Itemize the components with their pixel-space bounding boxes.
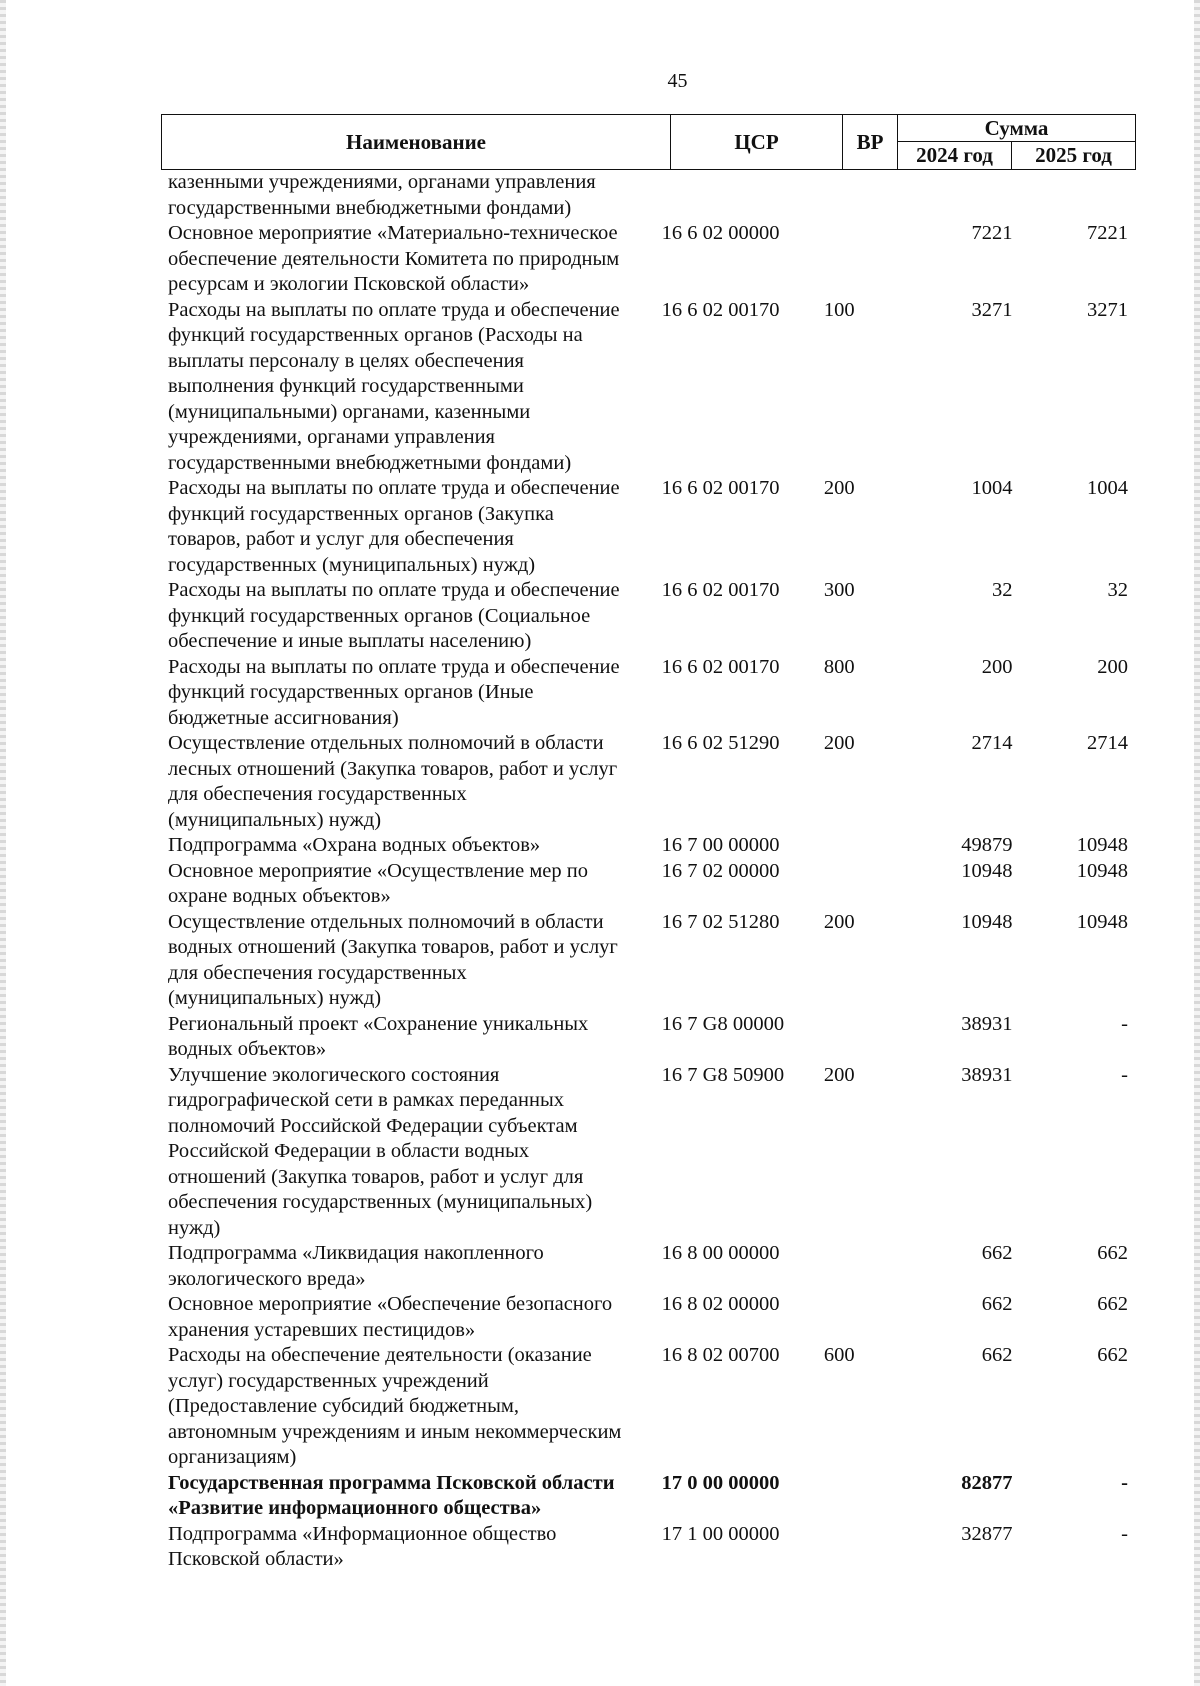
row-sum-2024-cell: 38931	[961, 1063, 1013, 1086]
row-vr-cell	[812, 1522, 866, 1573]
row-csr-cell: 17 1 00 00000	[661, 1522, 780, 1545]
row-sum-2025-cell: 1004	[1087, 477, 1128, 499]
row-csr-cell: 16 7 G8 00000	[661, 1012, 785, 1035]
row-vr-cell	[812, 1241, 866, 1292]
row-csr-cell: 16 7 00 00000	[661, 834, 780, 856]
table-row	[168, 833, 1128, 859]
table-row	[168, 1241, 1128, 1292]
row-sum-2024-cell: 38931	[961, 1012, 1013, 1035]
row-vr-cell: 200	[823, 910, 855, 933]
table-body	[168, 170, 1128, 1573]
row-vr-cell	[812, 1471, 866, 1522]
row-sum-2025-cell: 2714	[1087, 732, 1128, 754]
row-name-cell: Расходы на выплаты по оплате труда и обеспечение функций государственных органов (Закупка товаров, работ и услуг для обеспечения государственных (муниципальных) нужд)	[168, 477, 620, 576]
row-sum-2025-cell: -	[1121, 1522, 1128, 1545]
table-row	[168, 170, 1128, 221]
table-row	[168, 298, 1128, 477]
row-sum-2024-cell: 1004	[971, 477, 1013, 499]
row-sum-2024-cell: 662	[981, 1293, 1013, 1315]
row-csr-cell: 17 0 00 00000	[661, 1471, 780, 1494]
row-name-cell: Улучшение экологического состояния гидрографической сети в рамках переданных полномочий Российской Федерации субъектам Российской Федерации в области водных отношений (Закупка товаров, работ и услуг для обеспечения государственных (муниципальных) нужд)	[168, 1063, 593, 1239]
row-sum-2025-cell: 10948	[1076, 834, 1128, 856]
row-sum-2024-cell: 2714	[971, 732, 1013, 754]
row-name-cell: Подпрограмма «Информационное общество Псковской области»	[168, 1522, 557, 1570]
row-vr-cell: 300	[823, 579, 855, 601]
row-sum-2024-cell: 10948	[961, 859, 1013, 882]
table-row	[168, 655, 1128, 732]
header-csr: ЦСР	[671, 115, 843, 169]
row-sum-2024-cell: 7221	[971, 222, 1013, 244]
table-row	[168, 1522, 1128, 1573]
row-name-cell: казенными учреждениями, органами управления государственными внебюджетными фондами)	[168, 171, 596, 219]
header-name: Наименование	[162, 115, 671, 169]
row-sum-2025-cell: 200	[1097, 655, 1128, 678]
row-name-cell: Государственная программа Псковской области «Развитие информационного общества»	[168, 1471, 615, 1519]
header-year-2024: 2024 год	[898, 142, 1012, 169]
row-csr-cell: 16 6 02 51290	[661, 732, 780, 754]
table-row	[168, 1292, 1128, 1343]
row-vr-cell: 600	[823, 1344, 855, 1366]
row-sum-2025-cell: 7221	[1087, 222, 1128, 244]
table-row	[168, 578, 1128, 655]
row-name-cell: Осуществление отдельных полномочий в области лесных отношений (Закупка товаров, работ и услуг для обеспечения государственных (муниципальных) нужд)	[168, 732, 618, 831]
table-row	[168, 221, 1128, 298]
row-sum-2025-cell: 10948	[1076, 910, 1128, 933]
row-sum-2025-cell: 10948	[1076, 859, 1128, 882]
row-csr-cell: 16 7 02 51280	[661, 910, 780, 933]
row-csr-cell: 16 6 02 00000	[661, 222, 780, 244]
row-vr-cell: 200	[823, 477, 855, 499]
table-row	[168, 1471, 1128, 1522]
page-number: 45	[667, 70, 688, 92]
row-vr-cell	[812, 1012, 866, 1063]
table-row	[168, 476, 1128, 578]
row-sum-2024-cell	[866, 170, 1012, 221]
header-sum: Сумма	[898, 115, 1135, 142]
table-row	[168, 910, 1128, 1012]
row-csr-cell: 16 8 02 00000	[661, 1293, 780, 1315]
row-sum-2024-cell: 200	[981, 655, 1013, 678]
row-csr-cell	[640, 170, 812, 221]
row-name-cell: Расходы на обеспечение деятельности (оказание услуг) государственных учреждений (Предоставление субсидий бюджетным, автономным учреждениям и иным некоммерческим организациям)	[168, 1344, 622, 1468]
header-year-2025: 2025 год	[1035, 143, 1112, 167]
row-name-cell: Основное мероприятие «Обеспечение безопасного хранения устаревших пестицидов»	[168, 1293, 613, 1341]
row-sum-2025-cell: 662	[1097, 1242, 1128, 1264]
scan-edge-right	[1194, 0, 1200, 1686]
table-row	[168, 1012, 1128, 1063]
row-csr-cell: 16 8 02 00700	[661, 1344, 780, 1366]
table-row	[168, 1063, 1128, 1242]
row-csr-cell: 16 6 02 00170	[661, 655, 780, 678]
table-row	[168, 731, 1128, 833]
row-sum-2024-cell: 32	[991, 579, 1013, 601]
table-header	[161, 114, 1136, 170]
row-csr-cell: 16 8 00 00000	[661, 1242, 780, 1264]
row-sum-2025-cell: 662	[1097, 1293, 1128, 1315]
row-name-cell: Региональный проект «Сохранение уникальных водных объектов»	[168, 1012, 589, 1060]
row-vr-cell: 800	[823, 655, 855, 678]
row-sum-2025-cell: 662	[1097, 1344, 1128, 1366]
row-name-cell: Основное мероприятие «Материально-техническое обеспечение деятельности Комитета по природным ресурсам и экологии Псковской области»	[168, 222, 620, 295]
row-sum-2024-cell: 10948	[961, 910, 1013, 933]
row-vr-cell: 200	[823, 732, 855, 754]
table-row	[168, 1343, 1128, 1471]
row-sum-2025-cell: -	[1121, 1471, 1128, 1494]
row-csr-cell: 16 7 G8 50900	[661, 1063, 785, 1086]
row-csr-cell: 16 6 02 00170	[661, 298, 780, 321]
row-name-cell: Подпрограмма «Ликвидация накопленного экологического вреда»	[168, 1242, 544, 1290]
row-sum-2025-cell: 3271	[1087, 298, 1128, 321]
row-vr-cell	[812, 221, 866, 298]
row-name-cell: Осуществление отдельных полномочий в области водных отношений (Закупка товаров, работ и услуг для обеспечения государственных (муниципальных) нужд)	[168, 910, 618, 1009]
row-sum-2024-cell: 32877	[961, 1522, 1013, 1545]
row-vr-cell	[812, 833, 866, 859]
row-name-cell: Расходы на выплаты по оплате труда и обеспечение функций государственных органов (Иные бюджетные ассигнования)	[168, 655, 620, 729]
row-name-cell: Основное мероприятие «Осуществление мер по охране водных объектов»	[168, 859, 588, 907]
row-sum-2024-cell: 82877	[961, 1471, 1013, 1494]
row-sum-2024-cell: 662	[981, 1344, 1013, 1366]
row-vr-cell	[812, 170, 866, 221]
row-vr-cell	[812, 859, 866, 910]
row-sum-2024-cell: 662	[981, 1242, 1013, 1264]
row-name-cell: Расходы на выплаты по оплате труда и обеспечение функций государственных органов (Расходы на выплаты персоналу в целях обеспечения выполнения функций государственными (муниципальными) органами, казенными учреждениями, органами управления государственными внебюджетными фондами)	[168, 298, 620, 474]
scan-edge-left	[0, 0, 6, 1686]
row-sum-2024-cell: 3271	[971, 298, 1013, 321]
row-sum-2025-cell: -	[1121, 1063, 1128, 1086]
row-vr-cell	[812, 1292, 866, 1343]
row-sum-2025-cell	[1012, 170, 1128, 221]
row-name-cell: Подпрограмма «Охрана водных объектов»	[168, 834, 541, 856]
row-sum-2025-cell: 32	[1107, 579, 1128, 601]
row-vr-cell: 200	[823, 1063, 855, 1086]
row-name-cell: Расходы на выплаты по оплате труда и обеспечение функций государственных органов (Социальное обеспечение и иные выплаты населению)	[168, 579, 620, 652]
row-csr-cell: 16 6 02 00170	[661, 579, 780, 601]
row-csr-cell: 16 6 02 00170	[661, 477, 780, 499]
header-vr: ВР	[843, 115, 898, 169]
row-sum-2024-cell: 49879	[961, 834, 1013, 856]
table-row	[168, 859, 1128, 910]
row-csr-cell: 16 7 02 00000	[661, 859, 780, 882]
row-vr-cell: 100	[823, 298, 855, 321]
row-sum-2025-cell: -	[1121, 1012, 1128, 1035]
